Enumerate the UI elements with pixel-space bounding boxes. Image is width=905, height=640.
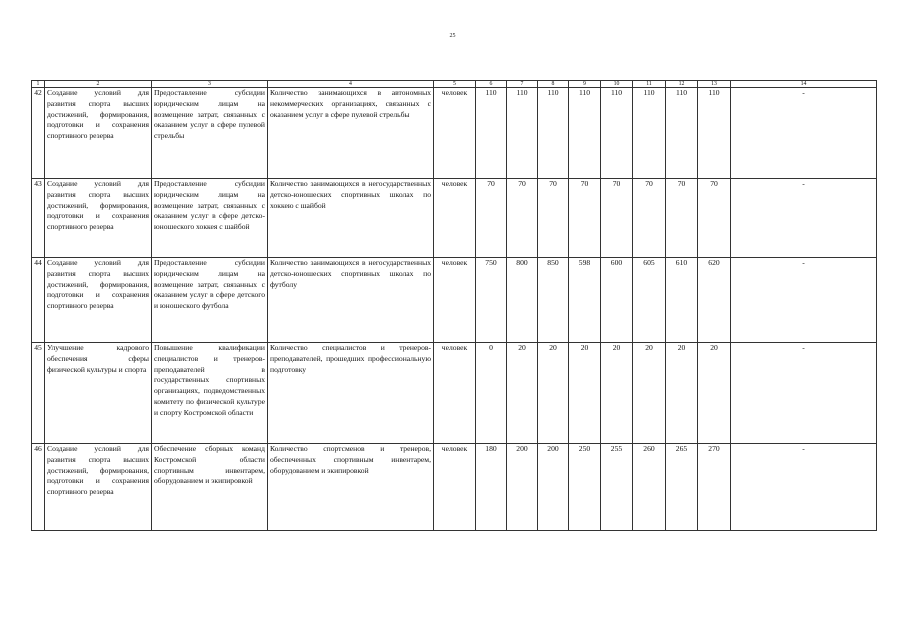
value-cell: 750 [476, 258, 507, 343]
value-cell: 70 [666, 179, 698, 258]
goal-cell: Улучшение кадрового обеспечения сферы физической культуры и спорта [45, 343, 152, 444]
value-cell: 20 [601, 343, 633, 444]
measure-cell: Предоставление субсидии юридическим лицам на возмещение затрат, связанных с оказанием услуг в сфере детского и юношеского футбола [152, 258, 268, 343]
value-cell: 110 [476, 88, 507, 179]
value-cell: 850 [538, 258, 569, 343]
column-number: 6 [476, 81, 507, 88]
table-row [32, 343, 877, 444]
value-cell: 70 [633, 179, 666, 258]
measure-cell: Предоставление субсидии юридическим лицам на возмещение затрат, связанных с оказанием услуг в сфере детско-юношеского хоккея с шайбой [152, 179, 268, 258]
column-number-row [32, 81, 877, 88]
value-cell: 110 [601, 88, 633, 179]
value-cell: 605 [633, 258, 666, 343]
column-number: 3 [152, 81, 268, 88]
unit-cell: человек [434, 179, 476, 258]
table-row [32, 88, 877, 179]
row-number: 42 [32, 88, 45, 179]
value-cell: 620 [698, 258, 731, 343]
goal-cell: Создание условий для развития спорта высших достижений, формирования, подготовки и сохранения спортивного резерва [45, 179, 152, 258]
value-cell: 265 [666, 444, 698, 531]
value-cell: 255 [601, 444, 633, 531]
value-cell: 70 [569, 179, 601, 258]
column-number: 10 [601, 81, 633, 88]
value-cell: 110 [569, 88, 601, 179]
note-cell: - [731, 444, 877, 531]
row-number: 44 [32, 258, 45, 343]
column-number: 9 [569, 81, 601, 88]
value-cell: 260 [633, 444, 666, 531]
value-cell: 250 [569, 444, 601, 531]
note-cell: - [731, 258, 877, 343]
value-cell: 200 [538, 444, 569, 531]
value-cell: 270 [698, 444, 731, 531]
table-row [32, 179, 877, 258]
column-number: 2 [45, 81, 152, 88]
unit-cell: человек [434, 444, 476, 531]
value-cell: 200 [507, 444, 538, 531]
column-number: 1 [32, 81, 45, 88]
unit-cell: человек [434, 258, 476, 343]
value-cell: 180 [476, 444, 507, 531]
measure-cell: Обеспечение сборных команд Костромской области спортивным инвентарем, оборудованием и экипировкой [152, 444, 268, 531]
indicators-table [31, 80, 877, 531]
indicator-cell: Количество занимающихся в негосударственных детско-юношеских спортивных школах по футболу [268, 258, 434, 343]
column-number: 13 [698, 81, 731, 88]
note-cell: - [731, 343, 877, 444]
value-cell: 598 [569, 258, 601, 343]
column-number: 14 [731, 81, 877, 88]
value-cell: 110 [666, 88, 698, 179]
value-cell: 0 [476, 343, 507, 444]
goal-cell: Создание условий для развития спорта высших достижений, формирования, подготовки и сохранения спортивного резерва [45, 258, 152, 343]
table-row [32, 258, 877, 343]
value-cell: 800 [507, 258, 538, 343]
measure-cell: Предоставление субсидии юридическим лицам на возмещение затрат, связанных с оказанием услуг в сфере пулевой стрельбы [152, 88, 268, 179]
indicator-cell: Количество занимающихся в негосударственных детско-юношеских спортивных школах по хоккею с шайбой [268, 179, 434, 258]
value-cell: 70 [507, 179, 538, 258]
row-number: 43 [32, 179, 45, 258]
column-number: 11 [633, 81, 666, 88]
column-number: 12 [666, 81, 698, 88]
column-number: 4 [268, 81, 434, 88]
value-cell: 610 [666, 258, 698, 343]
value-cell: 70 [538, 179, 569, 258]
note-cell: - [731, 179, 877, 258]
column-number: 5 [434, 81, 476, 88]
value-cell: 110 [507, 88, 538, 179]
indicator-cell: Количество занимающихся в автономных некоммерческих организациях, связанных с оказанием услуг в сфере пулевой стрельбы [268, 88, 434, 179]
measure-cell: Повышение квалификации специалистов и тренеров-преподавателей в государственных спортивных организациях, подведомственных комитету по физической культуре и спорту Костромской области [152, 343, 268, 444]
value-cell: 20 [538, 343, 569, 444]
unit-cell: человек [434, 343, 476, 444]
row-number: 45 [32, 343, 45, 444]
row-number: 46 [32, 444, 45, 531]
value-cell: 20 [569, 343, 601, 444]
column-number: 7 [507, 81, 538, 88]
value-cell: 70 [698, 179, 731, 258]
column-number: 8 [538, 81, 569, 88]
note-cell: - [731, 88, 877, 179]
value-cell: 20 [698, 343, 731, 444]
value-cell: 110 [538, 88, 569, 179]
value-cell: 20 [666, 343, 698, 444]
value-cell: 600 [601, 258, 633, 343]
indicator-cell: Количество специалистов и тренеров-преподавателей, прошедших профессиональную подготовку [268, 343, 434, 444]
value-cell: 110 [633, 88, 666, 179]
value-cell: 70 [601, 179, 633, 258]
value-cell: 20 [633, 343, 666, 444]
goal-cell: Создание условий для развития спорта высших достижений, формирования, подготовки и сохранения спортивного резерва [45, 88, 152, 179]
table-row [32, 444, 877, 531]
unit-cell: человек [434, 88, 476, 179]
value-cell: 110 [698, 88, 731, 179]
value-cell: 70 [476, 179, 507, 258]
page-number: 25 [449, 33, 456, 39]
indicator-cell: Количество спортсменов и тренеров, обеспеченных спортивным инвентарем, оборудованием и экипировкой [268, 444, 434, 531]
goal-cell: Создание условий для развития спорта высших достижений, формирования, подготовки и сохранения спортивного резерва [45, 444, 152, 531]
value-cell: 20 [507, 343, 538, 444]
